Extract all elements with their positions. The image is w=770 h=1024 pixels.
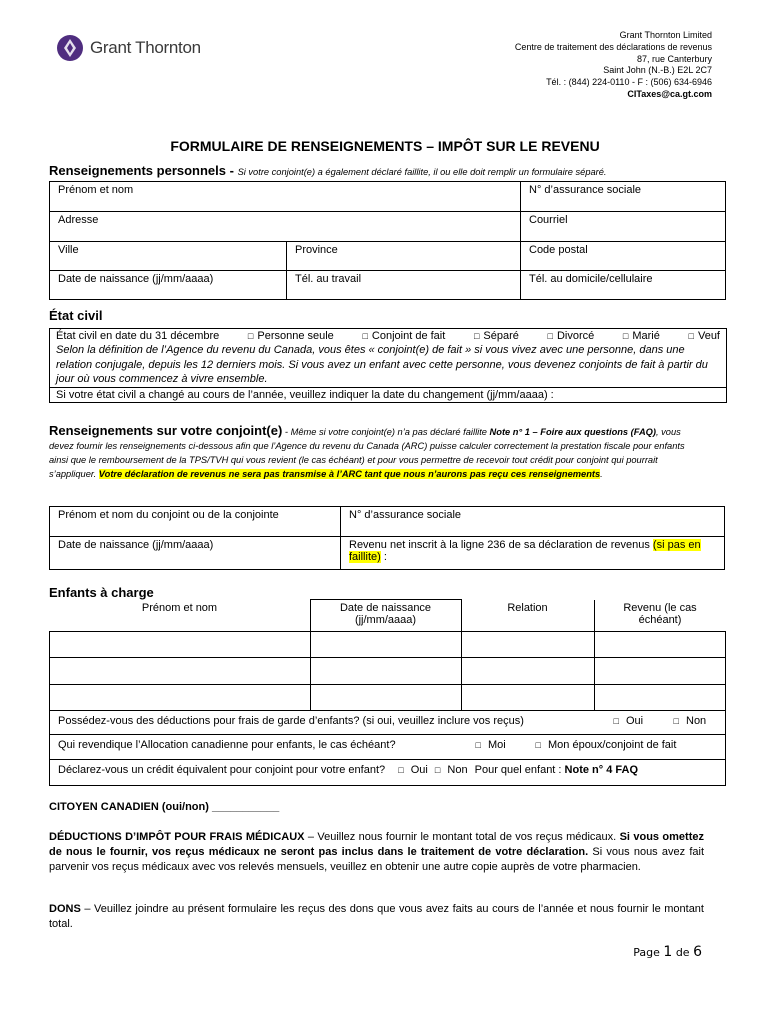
checkbox-icon[interactable]: □	[475, 740, 481, 750]
civil-intro: État civil en date du 31 décembre	[56, 330, 220, 342]
option-label: Veuf	[697, 330, 720, 342]
checkbox-icon[interactable]: □	[622, 331, 629, 341]
no-label: Non	[447, 764, 468, 776]
faq-note-ref: Note n° 1 – Foire aux questions (FAQ)	[489, 427, 656, 437]
child-name-cell[interactable]	[50, 632, 311, 658]
ccb-spouse[interactable]	[536, 739, 677, 751]
civil-status-heading: État civil	[49, 308, 103, 323]
email-field[interactable]	[521, 212, 726, 242]
child-dob-cell[interactable]	[310, 632, 461, 658]
company-address	[412, 30, 712, 101]
citizen-field[interactable]: CITOYEN CANADIEN (oui/non) ___________	[49, 801, 280, 813]
option-common-law[interactable]	[362, 330, 445, 342]
address-line: Tél. : (844) 224-0110 - F : (506) 634-6946	[546, 77, 712, 88]
province-label: Province	[295, 244, 338, 256]
spouse-section	[49, 424, 704, 481]
option-label: Marié	[632, 330, 660, 342]
option-widowed[interactable]	[689, 330, 720, 342]
sin-field[interactable]	[521, 182, 726, 212]
child-income-cell[interactable]	[594, 685, 726, 711]
spouse-income-colon: :	[380, 551, 387, 563]
faq-note-4: Note n° 4 FAQ	[564, 764, 639, 776]
child-row[interactable]	[50, 632, 726, 658]
checkbox-icon[interactable]: □	[673, 716, 679, 726]
children-heading: Enfants à charge	[49, 585, 154, 600]
ccb-question-row	[50, 735, 726, 760]
city-label: Ville	[58, 244, 79, 256]
spouse-heading: Renseignements sur votre conjoint(e)	[49, 423, 283, 438]
personal-note: Si votre conjoint(e) a également déclaré faillite, il ou elle doit remplir un formulaire séparé.	[237, 167, 607, 177]
home-phone-label: Tél. au domicile/cellulaire	[529, 273, 653, 285]
medical-text-cont: Si vous nous avez fait parvenir vos reçus médicaux avec vos relevés mensuels, veuillez en obtenir une autre copie auprès de votre pharmacien.	[49, 846, 705, 873]
home-phone-field[interactable]	[521, 271, 726, 300]
spouse-dob-label: Date de naissance (jj/mm/aaaa)	[58, 539, 214, 551]
postal-code-field[interactable]	[521, 242, 726, 271]
checkbox-icon[interactable]: □	[247, 331, 254, 341]
medical-warning: Si vous omettez de nous le fournir, vos reçus médicaux ne seront pas inclus dans le traitement de votre déclaration.	[49, 831, 704, 858]
child-name-cell[interactable]	[50, 685, 311, 711]
childcare-question: Possédez-vous des déductions pour frais de garde d’enfants? (si oui, veuillez inclure vos reçus)	[58, 715, 524, 727]
option-divorced[interactable]	[548, 330, 595, 342]
childcare-no[interactable]	[674, 715, 707, 727]
child-income-cell[interactable]	[594, 632, 726, 658]
child-dob-cell[interactable]	[310, 658, 461, 685]
spouse-warning: Votre déclaration de revenus ne sera pas transmise à l’ARC tant que nous n’aurons pas reçu ces renseignements	[98, 469, 601, 479]
option-separated[interactable]	[474, 330, 519, 342]
spouse-dash: -	[282, 427, 291, 437]
spouse-sin-label: N° d’assurance sociale	[349, 509, 462, 521]
ccb-me[interactable]	[476, 739, 506, 751]
equivalent-credit-row	[50, 760, 726, 786]
childcare-question-row	[50, 711, 726, 735]
no-label: Non	[686, 715, 707, 727]
gifts-heading: DONS	[49, 903, 81, 915]
dob-field[interactable]	[50, 271, 287, 300]
children-table	[49, 599, 726, 786]
spouse-sin-field[interactable]	[341, 507, 725, 537]
spouse-note-cont: , vous devez fournir les renseignements ci-dessous afin que l’Agence du revenu du Canada (ARC) puisse calculer correctement la prestation fiscale pour enfants ainsi que le remboursement de la TPS/TVH qui vous revient (le cas échéant) et pour vous permettre de recevoir tout crédit pour conjoint qui pourrait s’appliquer.	[49, 427, 685, 479]
spouse-label: Mon époux/conjoint de fait	[548, 739, 677, 751]
first-name-label: Prénom et nom	[58, 184, 134, 196]
col-name-header	[50, 600, 311, 632]
which-child-label: Pour quel enfant :	[474, 764, 565, 776]
ccb-question: Qui revendique l’Allocation canadienne pour enfants, le cas échéant?	[58, 739, 396, 751]
option-single[interactable]	[248, 330, 334, 342]
col-relation-label: Relation	[507, 601, 548, 614]
spouse-dob-field[interactable]	[50, 537, 341, 570]
common-law-definition: Selon la définition de l’Agence du revenu du Canada, vous êtes « conjoint(e) de fait » si vous vivez avec une personne, dans une relation conjugale, depuis les 12 derniers mois. Si vous avez un enfant avec cette personne, vous devenez conjoints de fait à partir du jour où vous commencez à vivre ensemble.	[56, 344, 708, 385]
child-relation-cell[interactable]	[461, 658, 594, 685]
page-label: Page	[633, 946, 660, 959]
of-label: de	[675, 946, 690, 959]
gifts-text: – Veuillez joindre au présent formulaire les reçus des dons que vous avez faits au cours de l’année et nous fournir le montant total.	[49, 903, 704, 930]
option-label: Divorcé	[556, 330, 595, 342]
checkbox-icon[interactable]: □	[362, 331, 368, 341]
checkbox-icon[interactable]: □	[398, 765, 404, 775]
logo-text: Grant Thornton	[90, 38, 201, 57]
checkbox-icon[interactable]: □	[535, 740, 541, 750]
personal-heading-text: Renseignements personnels -	[49, 163, 238, 178]
col-name-label: Prénom et nom	[141, 601, 218, 614]
total-pages: 6	[693, 944, 702, 960]
option-married[interactable]	[623, 330, 660, 342]
spouse-income-highlight: (si pas en faillite)	[349, 539, 701, 563]
email-address[interactable]: CITaxes@ca.gt.com	[627, 88, 712, 99]
civil-change-field[interactable]: Si votre état civil a changé au cours de l’année, veuillez indiquer la date du changement (jj/mm/aaaa) :	[50, 387, 726, 402]
option-label: Personne seule	[257, 330, 334, 342]
dob-label: Date de naissance (jj/mm/aaaa)	[58, 273, 214, 285]
address-field[interactable]	[50, 212, 521, 242]
company-logo	[56, 34, 201, 62]
col-relation-header	[461, 600, 594, 632]
email-label: Courriel	[529, 214, 568, 226]
col-income-label: Revenu (le cas échéant)	[623, 601, 697, 626]
spouse-income-label: Revenu net inscrit à la ligne 236 de sa déclaration de revenus	[349, 539, 653, 551]
page-number	[633, 944, 702, 960]
address-line: Grant Thornton Limited	[619, 30, 712, 40]
spouse-note: Même si votre conjoint(e) n’a pas déclaré faillite	[290, 427, 490, 437]
sin-label: N° d’assurance sociale	[529, 184, 642, 196]
checkbox-icon[interactable]: □	[473, 331, 480, 341]
child-name-cell[interactable]	[50, 658, 311, 685]
me-label: Moi	[488, 739, 506, 751]
form-title: FORMULAIRE DE RENSEIGNEMENTS – IMPÔT SUR LE REVENU	[170, 138, 600, 154]
work-phone-label: Tél. au travail	[295, 273, 362, 285]
child-dob-cell[interactable]	[310, 685, 461, 711]
childcare-yes[interactable]	[614, 715, 644, 727]
col-dob-header	[310, 600, 461, 632]
civil-status-options	[50, 329, 726, 343]
personal-info-table	[49, 181, 726, 300]
checkbox-icon[interactable]: □	[613, 716, 619, 726]
col-dob-label: Date de naissance (jj/mm/aaaa)	[339, 602, 432, 626]
child-income-cell[interactable]	[594, 658, 726, 685]
postal-code-label: Code postal	[529, 244, 588, 256]
col-income-header	[594, 600, 726, 632]
child-relation-cell[interactable]	[461, 632, 594, 658]
gifts-section	[49, 902, 704, 932]
address-line: 87, rue Canterbury	[636, 53, 712, 64]
credit-yes[interactable]	[398, 764, 428, 776]
spouse-name-field[interactable]	[50, 507, 341, 537]
medical-text: – Veuillez nous fournir le montant total de vos reçus médicaux.	[304, 831, 620, 843]
spouse-income-field[interactable]	[341, 537, 725, 570]
yes-label: Oui	[410, 764, 428, 776]
city-field[interactable]	[50, 242, 287, 271]
province-field[interactable]	[287, 242, 521, 271]
yes-label: Oui	[626, 715, 644, 727]
work-phone-field[interactable]	[287, 271, 521, 300]
spouse-name-label: Prénom et nom du conjoint ou de la conjointe	[58, 509, 279, 521]
address-label: Adresse	[58, 214, 99, 226]
grant-thornton-logo-icon	[56, 34, 84, 62]
medical-section	[49, 830, 704, 875]
civil-status-box	[49, 328, 727, 403]
spouse-table	[49, 506, 725, 570]
checkbox-icon[interactable]: □	[688, 331, 694, 341]
address-line: Saint John (N.-B.) E2L 2C7	[603, 65, 712, 76]
child-row[interactable]	[50, 685, 726, 711]
personal-section-heading	[49, 163, 607, 178]
checkbox-icon[interactable]: □	[547, 331, 553, 341]
option-label: Séparé	[483, 330, 519, 342]
current-page: 1	[663, 944, 673, 960]
first-name-field[interactable]	[50, 182, 521, 212]
checkbox-icon[interactable]: □	[434, 765, 441, 775]
option-label: Conjoint de fait	[371, 330, 446, 342]
spouse-note-end: .	[600, 469, 603, 479]
medical-heading: DÉDUCTIONS D’IMPÔT POUR FRAIS MÉDICAUX	[49, 831, 305, 843]
address-line: Centre de traitement des déclarations de revenus	[514, 41, 712, 52]
child-relation-cell[interactable]	[461, 685, 594, 711]
child-row[interactable]	[50, 658, 726, 685]
equivalent-credit-question: Déclarez-vous un crédit équivalent pour conjoint pour votre enfant?	[58, 764, 386, 776]
credit-no[interactable]	[435, 764, 468, 776]
